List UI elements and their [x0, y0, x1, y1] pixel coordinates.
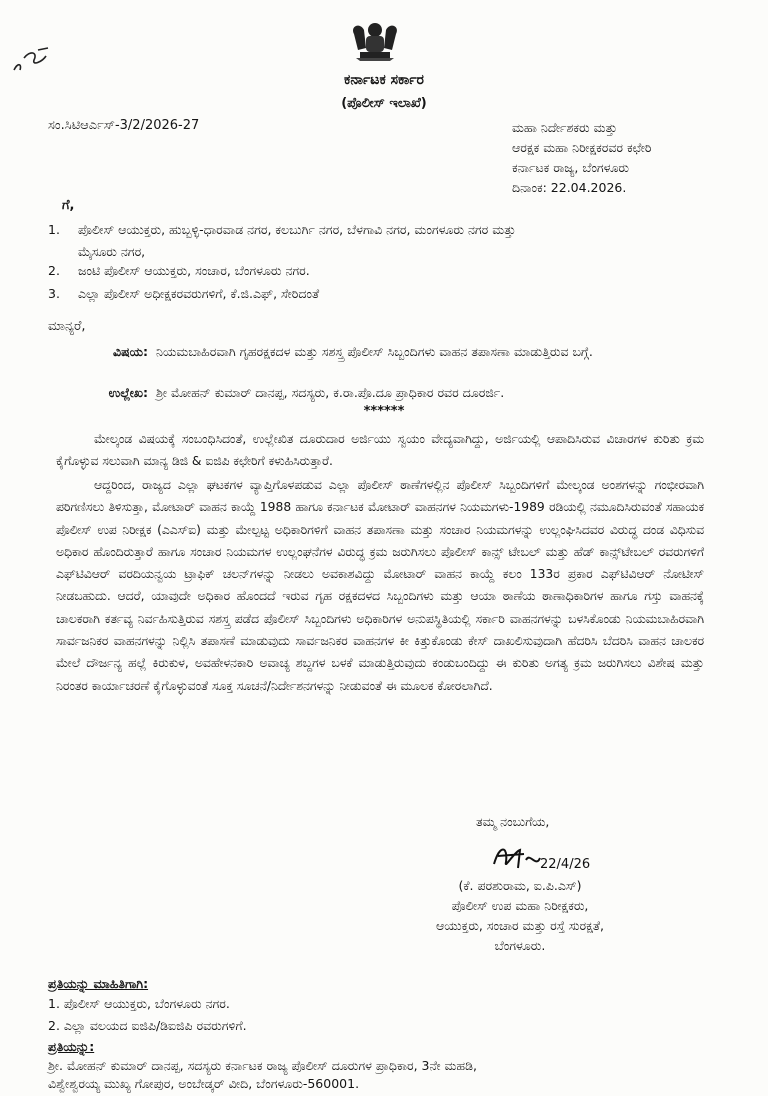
addressee-text: ಎಲ್ಲಾ ಪೊಲೀಸ್ ಅಧೀಕ್ಷಕರವರುಗಳಿಗೆ, ಕೆ.ಜಿ.ಎಫ್, ಸೇರಿದಂತೆ	[78, 286, 320, 301]
addressee-number: 2.	[48, 263, 60, 278]
office-line-1: ಮಹಾ ನಿರ್ದೇಶಕರು ಮತ್ತು	[512, 120, 618, 135]
addressee-text: ಪೊಲೀಸ್ ಆಯುಕ್ತರು, ಹುಬ್ಬಳ್ಳಿ-ಧಾರವಾಡ ನಗರ, ಕಲಬುರ್ಗಿ ನಗರ, ಬೆಳಗಾವಿ ನಗರ, ಮಂಗಳೂರು ನಗರ ಮತ್ತು	[78, 222, 516, 237]
to-label: ಗೆ,	[62, 198, 75, 213]
paragraph-2: ಆದ್ದರಿಂದ, ರಾಜ್ಯದ ಎಲ್ಲಾ ಘಟಕಗಳ ವ್ಯಾಪ್ತಿಗೊಳಪಡುವ ಎಲ್ಲಾ ಪೊಲೀಸ್ ಠಾಣೆಗಳಲ್ಲಿನ ಪೊಲೀಸ್ ಸಿಬ್ಬಂದಿಗಳಿಗೆ ಮೇಲ್ಕಂಡ ಅಂಶಗಳನ್ನು ಗಂಭೀರವಾಗಿ ಪರಿಗಣಿಸಲು ತಿಳಿಸುತ್ತಾ, ಮೋಟಾರ್ ವಾಹನ ಕಾಯ್ದೆ 1988 ಹಾಗೂ ಕರ್ನಾಟಕ ಮೋಟಾರ್ ವಾಹನಗಳ ನಿಯಮಗಳು-1989 ರಡಿಯಲ್ಲಿ ನಮೂದಿಸಿರುವಂತೆ ಸಹಾಯಕ ಪೊಲೀಸ್ ಉಪ ನಿರೀಕ್ಷಕ (ಎಎಸ್ಐ) ಮತ್ತು ಮೇಲ್ಪಟ್ಟ ಅಧಿಕಾರಿಗಳಿಗೆ ವಾಹನ ತಪಾಸಣಾ ಮತ್ತು ಸಂಚಾರ ನಿಯಮಗಳನ್ನು ಉಲ್ಲಂಘಿಸಿದವರ ವಿರುದ್ಧ ದಂಡ ವಿಧಿಸುವ ಅಧಿಕಾರ ಹೊಂದಿರುತ್ತಾರೆ ಹಾಗೂ ಸಂಚಾರ ನಿಯಮಗಳ ಉಲ್ಲಂಘನೆಗಳ ವಿರುದ್ಧ ಕ್ರಮ ಜರುಗಿಸಲು ಪೊಲೀಸ್ ಕಾನ್ಸ್ ಟೇಬಲ್ ಮತ್ತು ಹೆಡ್ ಕಾನ್ಸ್‌ಟೇಬಲ್ ರವರುಗಳಿಗೆ ಎಫ್‌ಟಿವಿಆರ್ ವರದಿಯನ್ವಯ ಟ್ರಾಫಿಕ್ ಚಲನ್‌ಗಳನ್ನು ನೀಡಲು ಅವಕಾಶವಿದ್ದು ಮೋಟಾರ್ ವಾಹನ ಕಾಯ್ದೆ ಕಲಂ 133ರ ಪ್ರಕಾರ ಎಫ್‌ಟಿವಿಆರ್ ನೋಟೀಸ್ ನೀಡಬಹುದು. ಆದರೆ, ಯಾವುದೇ ಅಧಿಕಾರ ಹೊಂದದೆ ಇರುವ ಗೃಹ ರಕ್ಷಕದಳದ ಸಿಬ್ಬಂದಿಗಳು ಮತ್ತು ಆಯಾ ಠಾಣೆಯ ಠಾಣಾಧಿಕಾರಿಗಳ ಹಾಗೂ ಗಸ್ತು ವಾಹನಕ್ಕೆ ಚಾಲಕರಾಗಿ ಕರ್ತವ್ಯ ನಿರ್ವಹಿಸುತ್ತಿರುವ ಸಶಸ್ತ್ರ ಪಡೆದ ಪೊಲೀಸ್ ಸಿಬ್ಬಂದಿಗಳು ಅಧಿಕಾರಿಗಳ ಅನುಪಸ್ಥಿತಿಯಲ್ಲಿ ಸರ್ಕಾರಿ ವಾಹನಗಳನ್ನು ಬಳಸಿಕೊಂಡು ನಿಯಮಬಾಹಿರವಾಗಿ ಸಾರ್ವಜನಿಕರ ವಾಹನಗಳನ್ನು ನಿಲ್ಲಿಸಿ ತಪಾಸಣೆ ಮಾಡುವುದು ಸಾರ್ವಜನಿಕರ ವಾಹನಗಳ ಕೀ ಕಿತ್ತುಕೊಂಡು ಕೇಸ್ ದಾಖಲಿಸುವುದಾಗಿ ಹೆದರಿಸಿ ಬೆದರಿಸಿ ವಾಹನ ಚಾಲಕರ ಮೇಲೆ ದೌರ್ಜನ್ಯ ಹಲ್ಲೆ ಕಿರುಕುಳ, ಅವಹೇಳನಕಾರಿ ಅವಾಚ್ಯ ಶಬ್ದಗಳ ಬಳಕೆ ಮಾಡುತ್ತಿರುವುದು ಕಂಡುಬಂದಿದ್ದು ಈ ಕುರಿತು ಅಗತ್ಯ ಕ್ರಮ ಜರುಗಿಸಲು ವಿಶೇಷ ಮತ್ತು ನಿರಂತರ ಕಾರ್ಯಾಚರಣೆ ಕೈಗೊಳ್ಳುವಂತೆ ಸೂಕ್ತ ಸೂಚನೆ/ನಿರ್ದೇಶನಗಳನ್ನು ನೀಡುವಂತೆ ಈ ಮೂಲಕ ಕೋರಲಾಗಿದೆ.	[56, 478, 704, 693]
paragraph-1: ಮೇಲ್ಕಂಡ ವಿಷಯಕ್ಕೆ ಸಂಬಂಧಿಸಿದಂತೆ, ಉಲ್ಲೇಖಿತ ದೂರುದಾರ ಅರ್ಜಿಯು ಸ್ವಯಂ ವೇದ್ಯವಾಗಿದ್ದು, ಅರ್ಜಿಯಲ್ಲಿ ಆಪಾದಿಸಿರುವ ವಿಚಾರಗಳ ಕುರಿತು ಕ್ರಮ ಕೈಗೊಳ್ಳುವ ಸಲುವಾಗಿ ಮಾನ್ಯ ಡಿಜಿ & ಐಜಿಪಿ ಕಛೇರಿಗೆ ಕಳುಹಿಸಿರುತ್ತಾರೆ.	[56, 432, 704, 469]
addressee-text: ಜಂಟಿ ಪೊಲೀಸ್ ಆಯುಕ್ತರು, ಸಂಚಾರ, ಬೆಂಗಳೂರು ನಗರ.	[78, 263, 310, 278]
reference-block	[70, 383, 710, 403]
signatory-place: ಬೆಂಗಳೂರು.	[494, 938, 546, 953]
reference-text: ಶ್ರೀ ಮೋಹನ್ ಕುಮಾರ್ ದಾನಪ್ಪ, ಸದಸ್ಯರು, ಕ.ರಾ.ಪೊ.ದೂ ಪ್ರಾಧಿಕಾರ ರವರ ದೂರರ್ಜಿ.	[156, 385, 505, 400]
department-heading: (ಪೊಲೀಸ್ ಇಲಾಖೆ)	[341, 96, 427, 111]
office-line-3: ಕರ್ನಾಟಕ ರಾಜ್ಯ, ಬೆಂಗಳೂರು	[512, 160, 630, 175]
copy-info-heading: ಪ್ರತಿಯನ್ನು ಮಾಹಿತಿಗಾಗಿ:	[48, 976, 149, 991]
signatory-block	[420, 876, 620, 956]
addressee-2	[48, 260, 708, 282]
letter-date: ದಿನಾಂಕ: 22.04.2026.	[512, 180, 627, 195]
signature-date: 22/4/26	[540, 857, 591, 872]
office-address	[512, 118, 651, 198]
copy-to-line-1: ಶ್ರೀ. ಮೋಹನ್ ಕುಮಾರ್ ದಾನಪ್ಪ, ಸದಸ್ಯರು ಕರ್ನಾಟಕ ರಾಜ್ಯ ಪೊಲೀಸ್ ದೂರುಗಳ ಪ್ರಾಧಿಕಾರ, 3ನೇ ಮಹಡಿ,	[48, 1058, 477, 1073]
signatory-designation-1: ಪೊಲೀಸ್ ಉಪ ಮಹಾ ನಿರೀಕ್ಷಕರು,	[451, 898, 589, 913]
separator: ******	[363, 404, 405, 419]
copy-to-line-2: ವಿಶ್ವೇಶ್ವರಯ್ಯ ಮುಖ್ಯ ಗೋಪುರ, ಅಂಬೇಡ್ಕರ್ ವೀದಿ, ಬೆಂಗಳೂರು-560001.	[48, 1076, 360, 1091]
office-line-2: ಆರಕ್ಷಕ ಮಹಾ ನಿರೀಕ್ಷಕರವರ ಕಛೇರಿ	[512, 140, 652, 155]
reference-label: ಉಲ್ಲೇಖ:	[108, 385, 148, 400]
addressee-1	[48, 219, 708, 263]
salutation: ಮಾನ್ಯರೆ,	[48, 319, 86, 334]
addressee-number: 3.	[48, 286, 60, 301]
handwritten-signature	[490, 838, 600, 878]
government-emblem-icon	[344, 20, 406, 62]
addressee-3	[48, 283, 708, 305]
subject-block	[70, 342, 710, 362]
addressee-text-cont: ಮೈಸೂರು ನಗರ,	[78, 244, 146, 259]
closing: ತಮ್ಮ ನಂಬುಗೆಯ,	[476, 814, 550, 829]
reference-number: ಸಂ.ಸಿಟಿಆರ್ಎಸ್-3/2/2026-27	[48, 118, 200, 133]
signatory-name: (ಕೆ. ಪರಶುರಾಮ, ಐ.ಪಿ.ಎಸ್)	[458, 878, 582, 893]
copy-to-heading: ಪ್ರತಿಯನ್ನು:	[48, 1039, 95, 1054]
signatory-designation-2: ಆಯುಕ್ತರು, ಸಂಚಾರ ಮತ್ತು ರಸ್ತೆ ಸುರಕ್ಷತೆ,	[436, 918, 604, 933]
subject-text: ನಿಯಮಬಾಹಿರವಾಗಿ ಗೃಹರಕ್ಷಕದಳ ಮತ್ತು ಸಶಸ್ತ್ರ ಪೊಲೀಸ್ ಸಿಬ್ಬಂದಿಗಳು ವಾಹನ ತಪಾಸಣಾ ಮಾಡುತ್ತಿರುವ ಬಗ್ಗೆ.	[156, 344, 593, 359]
government-heading: ಕರ್ನಾಟಕ ಸರ್ಕಾರ	[344, 72, 424, 88]
copy-info-item-1: 1. ಪೊಲೀಸ್ ಆಯುಕ್ತರು, ಬೆಂಗಳೂರು ನಗರ.	[48, 996, 230, 1011]
copy-info-item-2: 2. ಎಲ್ಲಾ ವಲಯದ ಐಜಿಪಿ/ಡಿಐಜಿಪಿ ರವರುಗಳಿಗೆ.	[48, 1018, 247, 1033]
subject-label: ವಿಷಯ:	[113, 344, 148, 359]
addressee-number: 1.	[48, 222, 60, 237]
